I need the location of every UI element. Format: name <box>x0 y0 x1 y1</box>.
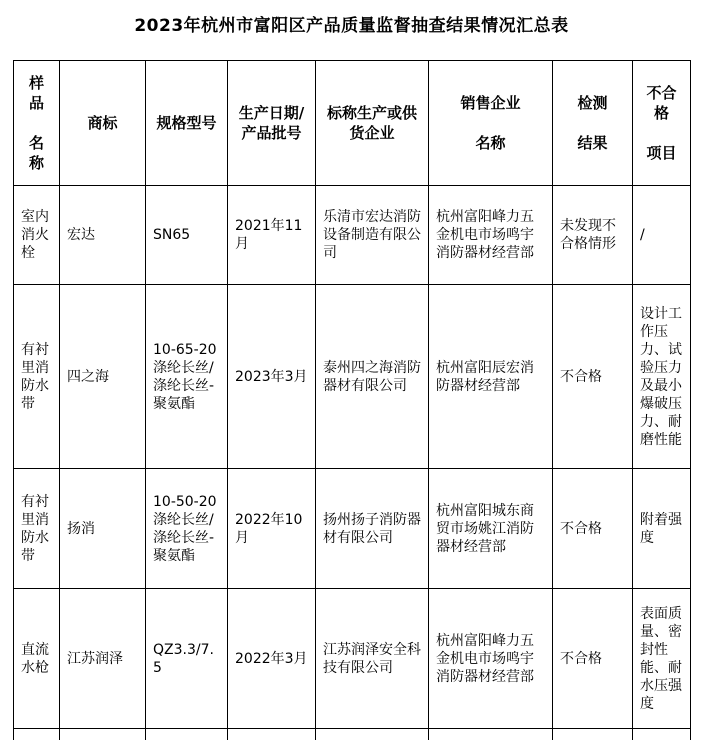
header-failed-items: 不合 格 项目 <box>633 61 691 186</box>
cell-test-result: 不合格 <box>553 589 633 729</box>
cell-trademark: 江苏润泽 <box>60 589 146 729</box>
cell-seller-name: 杭州富阳辰宏消防器材经营部 <box>429 285 553 469</box>
cell-sample-name: 有衬里消防水带 <box>14 285 60 469</box>
header-spec-model: 规格型号 <box>146 61 228 186</box>
header-seller-name: 销售企业 名称 <box>429 61 553 186</box>
cell-seller-name: 杭州富阳峰力五金机电市场鸣宇消防器材经营部 <box>429 589 553 729</box>
cell-seller-name: 杭州富阳城东商贸市场姚江消防器材经营部 <box>429 469 553 589</box>
cell-trademark: 四之海 <box>60 285 146 469</box>
cell-trademark: 宏达 <box>60 186 146 285</box>
cell-spec-model: QZ3.3/7.5 <box>146 589 228 729</box>
cell-producer: 乐清市宏达消防设备制造有限公司 <box>316 186 429 285</box>
cell-production-date: 2022年10月 <box>228 469 316 589</box>
header-test-result: 检测 结果 <box>553 61 633 186</box>
cell-spec-model: SN65 <box>146 186 228 285</box>
header-row <box>14 61 691 186</box>
cell-producer: 扬州扬子消防器材有限公司 <box>316 469 429 589</box>
header-sample-name: 样 品 名 称 <box>14 61 60 186</box>
table-row <box>14 589 691 729</box>
cell-failed-items: 设计工作压力、试验压力及最小爆破压力、耐磨性能 <box>633 285 691 469</box>
table-row <box>14 186 691 285</box>
cell-producer: 泰州四之海消防器材有限公司 <box>316 285 429 469</box>
table-row-clipped <box>14 729 691 740</box>
cell-test-result: 不合格 <box>553 469 633 589</box>
cell-sample-name: 直流水枪 <box>14 589 60 729</box>
cell-spec-model: 10-65-20 涤纶长丝/涤纶长丝-聚氨酯 <box>146 285 228 469</box>
cell-test-result: 未发现不合格情形 <box>553 186 633 285</box>
cell-sample-name: 室内消火栓 <box>14 186 60 285</box>
cell-production-date: 2021年11月 <box>228 186 316 285</box>
header-trademark: 商标 <box>60 61 146 186</box>
cell-seller-name: 杭州富阳峰力五金机电市场鸣宇消防器材经营部 <box>429 186 553 285</box>
cell-spec-model: 10-50-20 涤纶长丝/涤纶长丝-聚氨酯 <box>146 469 228 589</box>
summary-table <box>13 60 691 740</box>
header-producer: 标称生产或供货企业 <box>316 61 429 186</box>
cell-sample-name: 有衬里消防水带 <box>14 469 60 589</box>
table-row <box>14 285 691 469</box>
page-title: 2023年杭州市富阳区产品质量监督抽查结果情况汇总表 <box>134 16 569 36</box>
table-row <box>14 469 691 589</box>
cell-production-date: 2022年3月 <box>228 589 316 729</box>
cell-producer: 江苏润泽安全科技有限公司 <box>316 589 429 729</box>
cell-failed-items: 附着强度 <box>633 469 691 589</box>
cell-test-result: 不合格 <box>553 285 633 469</box>
cell-failed-items: / <box>633 186 691 285</box>
cell-failed-items: 表面质量、密封性能、耐水压强度 <box>633 589 691 729</box>
cell-trademark: 扬消 <box>60 469 146 589</box>
header-production-date: 生产日期/产品批号 <box>228 61 316 186</box>
cell-production-date: 2023年3月 <box>228 285 316 469</box>
